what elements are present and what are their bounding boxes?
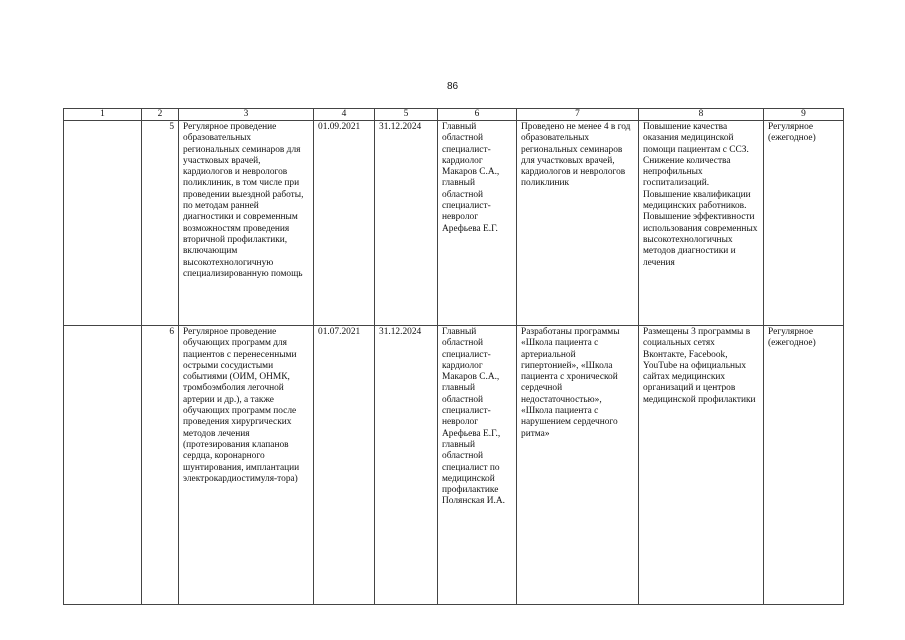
- table-row: [64, 326, 844, 605]
- page-number: 86: [446, 81, 459, 92]
- plan-table: [63, 108, 844, 605]
- cell-start-date: 01.09.2021: [314, 121, 375, 326]
- cell-start-date: 01.07.2021: [314, 326, 375, 605]
- column-header-9: 9: [764, 109, 844, 121]
- cell-number: 6: [142, 326, 179, 605]
- cell-effect: Размещены 3 программы в социальных сетях Вконтакте, Facebook, YouTube на официальных сайтах медицинских организаций и центров медицинской профилактики: [639, 326, 764, 605]
- cell-responsible: Главный областной специалист-кардиолог Макаров С.А., главный областной специалист-невролог Арефьева Е.Г., главный областной специалист по медицинской профилактике Полянская И.А.: [438, 326, 517, 605]
- cell-section: [64, 326, 142, 605]
- column-header-6: 6: [438, 109, 517, 121]
- cell-end-date: 31.12.2024: [375, 121, 438, 326]
- column-header-8: 8: [639, 109, 764, 121]
- column-header-7: 7: [517, 109, 639, 121]
- cell-activity: Регулярное проведение образовательных региональных семинаров для участковых врачей, кардиологов и неврологов поликлиник, в том числе при проведении выездной работы, по методам ранней диагностики и современным возможностям проведения вторичной профилактики, включающим высокотехнологичную специализированную помощь: [179, 121, 314, 326]
- header-row: [64, 109, 844, 121]
- column-header-4: 4: [314, 109, 375, 121]
- column-header-2: 2: [142, 109, 179, 121]
- column-header-3: 3: [179, 109, 314, 121]
- cell-number: 5: [142, 121, 179, 326]
- cell-frequency: Регулярное (ежегодное): [764, 121, 844, 326]
- cell-responsible: Главный областной специалист-кардиолог Макаров С.А., главный областной специалист-невролог Арефьева Е.Г.: [438, 121, 517, 326]
- column-header-1: 1: [64, 109, 142, 121]
- cell-activity: Регулярное проведение обучающих программ для пациентов с перенесенными острыми сосудистыми событиями (ОИМ, ОНМК, тромбоэмболия легочной артерии и др.), а также обучающих программ после проведения хирургических методов лечения (протезирования клапанов сердца, коронарного шунтирования, имплантации электрокардиостимуля-тора): [179, 326, 314, 605]
- cell-frequency: Регулярное (ежегодное): [764, 326, 844, 605]
- cell-result: Проведено не менее 4 в год образовательных региональных семинаров для участковых врачей, кардиологов и неврологов поликлиник: [517, 121, 639, 326]
- cell-end-date: 31.12.2024: [375, 326, 438, 605]
- cell-section: [64, 121, 142, 326]
- cell-effect: Повышение качества оказания медицинской помощи пациентам с ССЗ. Снижение количества непрофильных госпитализаций. Повышение квалификации медицинских работников. Повышение эффективности использования современных высокотехнологичных методов диагностики и лечения: [639, 121, 764, 326]
- table-row: [64, 121, 844, 326]
- cell-result: Разработаны программы «Школа пациента с артериальной гипертонией», «Школа пациента с хронической сердечной недостаточностью», «Школа пациента с нарушением сердечного ритма»: [517, 326, 639, 605]
- column-header-5: 5: [375, 109, 438, 121]
